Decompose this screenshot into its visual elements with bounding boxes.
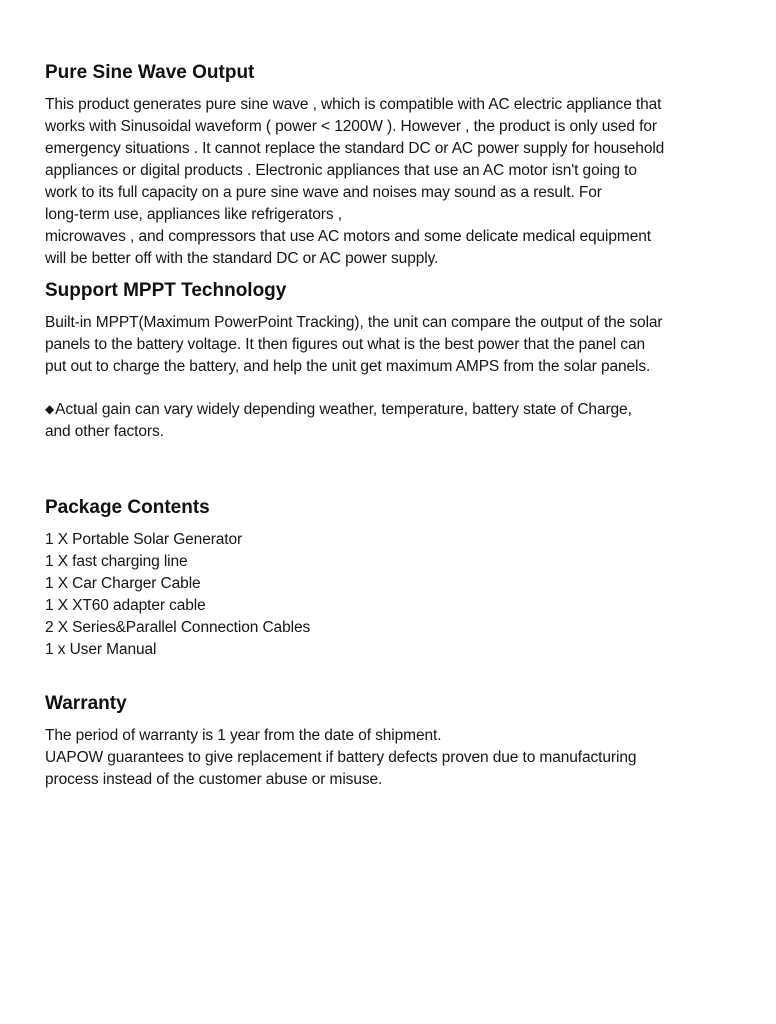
- section-heading-mppt: Support MPPT Technology: [45, 280, 287, 301]
- paragraph-line: put out to charge the battery, and help the unit get maximum AMPS from the solar panels.: [45, 358, 651, 375]
- section-heading-package-contents: Package Contents: [45, 497, 210, 518]
- paragraph-line: This product generates pure sine wave , which is compatible with AC electric appliance that: [45, 96, 662, 113]
- paragraph-line: will be better off with the standard DC or AC power supply.: [45, 250, 439, 267]
- paragraph-line: UAPOW guarantees to give replacement if battery defects proven due to manufacturing: [45, 749, 637, 766]
- list-item: 2 X Series&Parallel Connection Cables: [45, 619, 311, 636]
- paragraph-line: emergency situations . It cannot replace the standard DC or AC power supply for household: [45, 140, 665, 157]
- list-item: 1 x User Manual: [45, 641, 157, 658]
- note-line: [45, 401, 632, 419]
- paragraph-line: panels to the battery voltage. It then figures out what is the best power that the panel can: [45, 336, 645, 353]
- paragraph-line: Built-in MPPT(Maximum PowerPoint Tracking), the unit can compare the output of the solar: [45, 314, 663, 331]
- diamond-bullet-icon: ◆: [45, 402, 55, 416]
- paragraph-line: The period of warranty is 1 year from the date of shipment.: [45, 727, 442, 744]
- section-heading-sine-wave: Pure Sine Wave Output: [45, 62, 255, 83]
- paragraph-line: appliances or digital products . Electronic appliances that use an AC motor isn't going to: [45, 162, 637, 179]
- list-item: 1 X XT60 adapter cable: [45, 597, 206, 614]
- section-heading-warranty: Warranty: [45, 693, 127, 714]
- paragraph-line: microwaves , and compressors that use AC motors and some delicate medical equipment: [45, 228, 651, 245]
- list-item: 1 X Portable Solar Generator: [45, 531, 243, 548]
- paragraph-line: work to its full capacity on a pure sine wave and noises may sound as a result. For: [45, 184, 602, 201]
- list-item: 1 X Car Charger Cable: [45, 575, 201, 592]
- list-item: 1 X fast charging line: [45, 553, 188, 570]
- paragraph-line: works with Sinusoidal waveform ( power < 1200W ). However , the product is only used for: [45, 118, 657, 135]
- note-text: Actual gain can vary widely depending weather, temperature, battery state of Charge,: [55, 401, 632, 418]
- paragraph-line: process instead of the customer abuse or misuse.: [45, 771, 383, 788]
- paragraph-line: long-term use, appliances like refrigerators ,: [45, 206, 342, 223]
- note-line: and other factors.: [45, 423, 164, 440]
